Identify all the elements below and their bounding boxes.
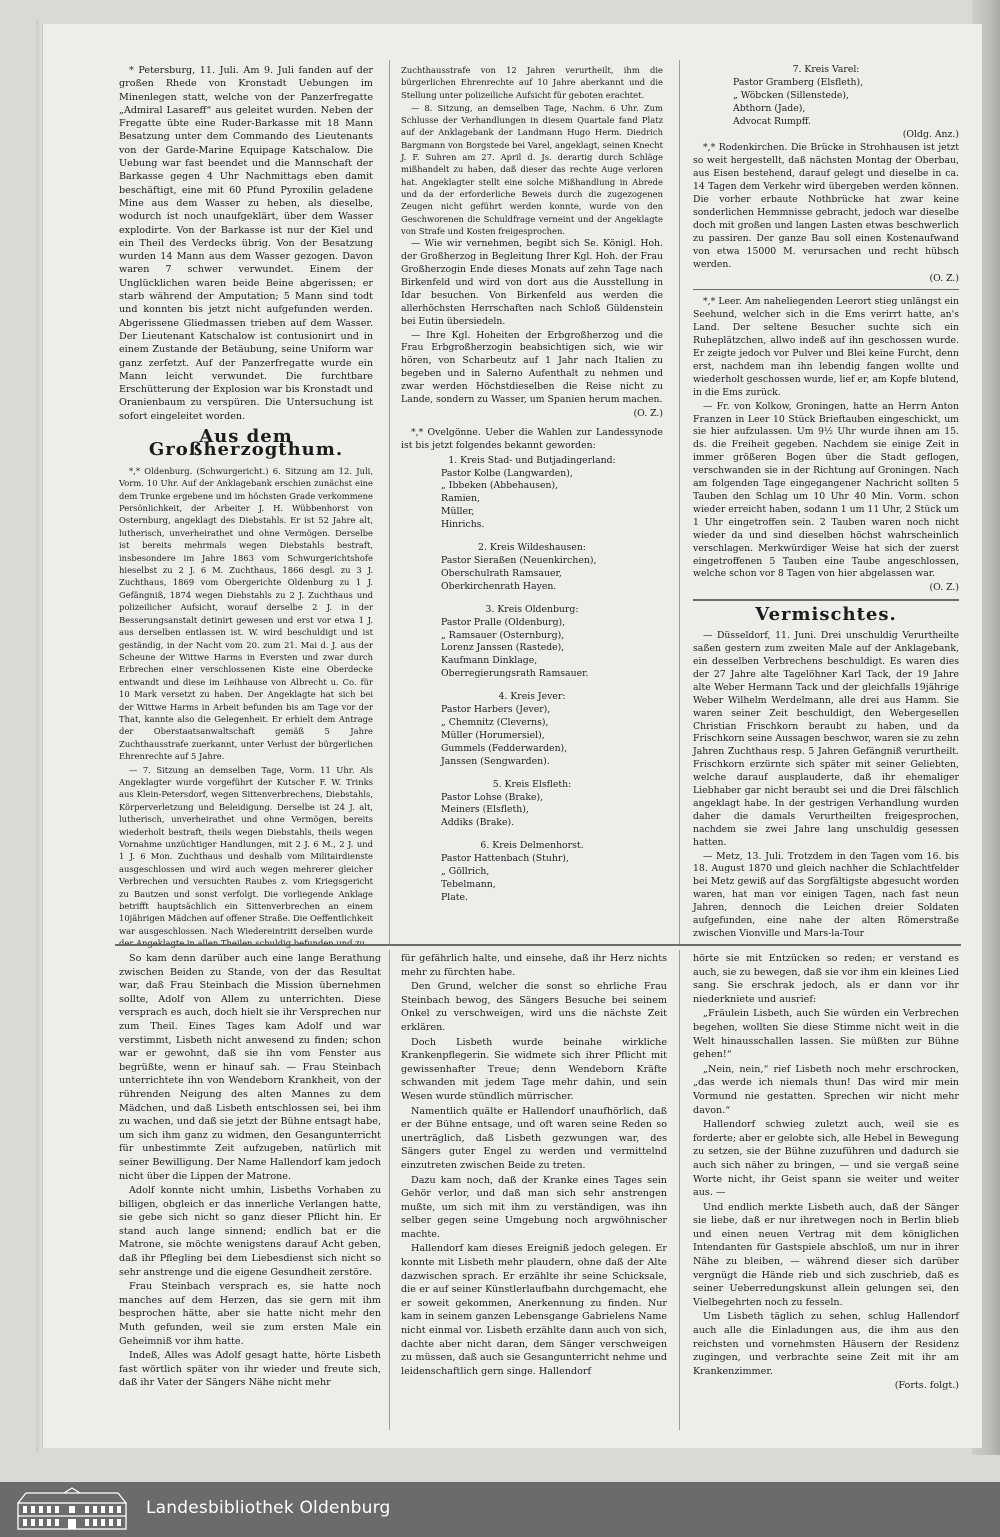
list-item: „ Göllrich, [441, 866, 490, 878]
feuilleton-paragraph: Hallendorf kam dieses Ereigniß jedoch gelegen. Er konnte mit Lisbeth mehr plaudern, ohne daß der Alte dazwischen sprach. Er erzählte ihr seine Schicksale, die er auf seiner Künstlerlaufbahn durchgemacht, ehe er soweit gekommen, Anerkennung zu finden. Nur kam in seinem ganzen Lebensgange Gabrielens Name nicht einmal vor. Lisbeth erzählte dann auch von sich, dachte aber nicht daran, dem Sänger verschweigen zu müssen, daß auch sie Gesangunterricht nehme und leidenschaftlich gern singe. Hallendorf [401, 1243, 667, 1377]
article-duesseldorf: — Düsseldorf, 11. Juni. Drei unschuldig Verurtheilte saßen gestern zum zweiten Male auf der Anklagebank, ein desselben Verbrechens beschuldigt. Es waren dies der 27 Jahre alte Tagelöhner Karl Tack, der 19 Jahre alte Weber Hermann Tack und der gleichfalls 19jährige Weber Wilhelm Werdelmann, alle drei aus Hamm. Sie waren seiner Zeit beschuldigt, den Webergesellen Christian Frischkorn beraubt zu haben, und da Frischkorn seine Aussagen beschwor, waren sie zu zehn Jahren Zuchthaus resp. 5 Jahren Gefängniß verurtheilt. Frischkorn erzürnte sich später mit seiner Geliebten, welche darauf ausplauderte, daß ihr ehemaliger Liebhaber gar nicht beraubt sei und die Drei fälschlich angeklagt habe. In der gestrigen Verhandlung wurden daher die damals Verurtheilten freigesprochen, nachdem sie zwei Jahre lang unschuldig gesessen hatten. [693, 630, 959, 848]
list-item: Advocat Rumpff. [733, 115, 811, 127]
article-ovelgoenne: *,* Ovelgönne. Ueber die Wahlen zur Landessynode ist bis jetzt folgendes bekannt geworden: [401, 426, 663, 451]
article-brieftauben: — Fr. von Kolkow, Groningen, hatte an Herrn Anton Franzen in Leer 10 Stück Brieftauben eingeschickt, um sie hier aufzulassen. Um 9½ Uhr wurde ihnen am 15. ds. die Freiheit gegeben. Nachdem sie einige Zeit in immer größeren Bogen über die Stadt geflogen, verschwanden sie in der Richtung auf Groningen. Nach am folgenden Tage eingegangener Nachricht sollten 5 Tauben den Schlag um 10 Uhr 40 Min. Vorm. schon wieder erreicht haben, sodann 1 um 11 Uhr, 2 Stück um 1 Uhr eingetroffen sein. 2 Tauben waren noch nicht wieder da und sind dieselben höchst wahrscheinlich verschlagen. Merkwürdiger Weise hat sich der zuerst eingetroffenen 5 Tauben eine Taube angeschlossen, welche schon vor 8 Tagen von hier abgelassen war. [693, 400, 959, 580]
list-item: Pastor Hattenbach (Stuhr), [441, 853, 569, 865]
list-item: Pastor Pralle (Oldenburg), [441, 616, 566, 628]
feuilleton-paragraph: Hallendorf schwieg zuletzt auch, weil sie es forderte; aber er gelobte sich, alle Hebel in Bewegung zu setzen, sie der Bühne zuzuführen und dadurch sie auch sich näher zu bringen, — und sie vergaß seine Worte nicht, ihr Geist spann sie weiter und weiter aus. — [693, 1119, 959, 1199]
feuilleton-paragraph: „Fräulein Lisbeth, auch Sie würden ein Verbrechen begehen, wollten Sie diese Stimme nicht weit in die Welt hinausschallen lassen. Sie müßten zur Bühne gehen!“ [693, 1008, 959, 1061]
kreis-title: 3. Kreis Oldenburg: [485, 603, 579, 615]
column-rule-4 [679, 950, 680, 1430]
column-2 [401, 64, 663, 942]
article-sitzung-8: — 8. Sitzung, an demselben Tage, Nachm. 6 Uhr. Zum Schlusse der Verhandlungen in diesem Quartale fand Platz auf der Anklagebank der Landmann Hugo Herm. Diedrich Bargmann von Borgstede bei Varel, angeklagt, seinen Knecht J. F. Suhren am 27. April d. Js. derartig durch Schläge mißhandelt zu haben, daß dieser das rechte Auge verloren hat. Angeklagter stellt eine solche Mißhandlung in Abrede und da der erforderliche Beweis durch die zugezogenen Zeugen nicht geführt werden konnte, wurde von den Geschworenen die Schuldfrage verneint und der Angeklagte von Strafe und Kosten freigesprochen. [401, 102, 663, 236]
signature-oz-3: (O. Z.) [929, 582, 959, 594]
kreis-varel [693, 64, 959, 129]
library-building-icon [14, 1487, 130, 1531]
feuilleton-column-2 [401, 952, 667, 1430]
list-item: „ Ramsauer (Osternburg), [441, 629, 565, 641]
list-item: Müller, [441, 506, 475, 518]
list-item: „ Wöbcken (Sillenstede), [733, 89, 849, 101]
list-item: Tebelmann, [441, 878, 496, 890]
signature-oz-1: (O. Z.) [633, 407, 663, 419]
feuilleton-paragraph: Um Lisbeth täglich zu sehen, schlug Hallendorf auch alle die Einladungen aus, die ihm aus den reichsten und vornehmsten Häusern der Residenz zugingen, und verbrachte seine Zeit mit ihr am Krankenzimmer. [693, 1311, 959, 1377]
kreis-title: 2. Kreis Wildeshausen: [478, 542, 586, 554]
column-rule-1 [389, 60, 390, 944]
feuilleton-paragraph: Namentlich quälte er Hallendorf unaufhörlich, daß er der Bühne entsage, und oft waren seine Reden so unerträglich, daß Lisbeth gezwungen war, des Sängers guter Engel zu werden und vermittelnd einzutreten zwischen Beide zu treten. [401, 1105, 667, 1171]
article-grossherzog: — Wie wir vernehmen, begibt sich Se. Königl. Hoh. der Großherzog in Begleitung Ihrer Kgl. Hoh. der Frau Großherzogin Ende dieses Monats auf zehn Tage nach Birkenfeld und wird von dort aus die Ausstellung in Idar besuchen. Von Birkenfeld aus werden die allerhöchsten Herrschaften nach Schloß Güldenstein bei Eutin übersiedeln. [401, 238, 663, 327]
list-item: Abthorn (Jade), [733, 102, 806, 114]
article-oldenburg-6: *,* Oldenburg. (Schwurgericht.) 6. Sitzung am 12. Juli, Vorm. 10 Uhr. Auf der Anklagebank erschien zunächst eine dem Trunke ergebene und im höchsten Grade verkommene Persönlichkeit, der Arbeiter J. H. Wübbenhorst von Osternburg, angeklagt des Diebstahls. Er ist 52 Jahre alt, lutherisch, unverheirathet und ohne Vermögen. Derselbe ist bereits mehrmals wegen Diebstahls bestraft, insbesondere im Jahre 1863 vom Schwurgerichtshofe hieselbst zu 2 J. 6 M. Zuchthaus, 1866 desgl. zu 3 J. Zuchthaus, 1869 vom Obergerichte Oldenburg zu 1 J. Gefängniß, 1874 wegen Diebstahls zu 2 J. Zuchthaus und polizeilicher Aufsicht, worauf derselbe 2 J. in der Besserungsanstalt detinirt gewesen und erst vor etwa 1 J. aus derselben entlassen ist. W. wird beschuldigt und ist geständig, in der Nacht vom 20. zum 21. Mai d. J. aus der Scheune der Wittwe Harms in Eversten und zwar durch Erbrechen einer verschlossenen Kiste eine Oberdecke entwandt und diese im Leihhause von Albrecht u. Co. für 10 Mark versetzt zu haben. Der Angeklagte hat sich bei der Wittwe Harms in Arbeit befunden bis am Tage vor der That, kannte also die Gelegenheit. Er erhielt dem Antrage der Oberstaatsanwaltschaft gemäß 5 Jahre Zuchthausstrafe zuerkannt, unter Verlust der bürgerlichen Ehrenrechte auf 5 Jahre. [119, 465, 373, 762]
article-zuchthaus: Zuchthausstrafe von 12 Jahren verurtheilt, ihm die bürgerlichen Ehrenrechte auf 10 Jahre aberkannt und die Stellung unter polizeiliche Aufsicht für geboten erachtet. [401, 65, 663, 100]
feuilleton-rule [115, 944, 961, 946]
library-footer [0, 1482, 1000, 1537]
list-item: Addiks (Brake). [441, 817, 515, 829]
kreis-title: 4. Kreis Jever: [498, 691, 566, 703]
library-name: Landesbibliothek Oldenburg [146, 1498, 391, 1518]
feuilleton-paragraph: Frau Steinbach versprach es, sie hatte noch manches auf dem Herzen, das sie gern mit ihm besprochen hätte, aber sie hatte nicht mehr den Muth gefunden, weil sie zum ersten Male ein Geheimniß vor ihm hatte. [119, 1281, 381, 1347]
feuilleton-paragraph: Den Grund, welcher die sonst so ehrliche Frau Steinbach bewog, des Sängers Besuche bei seinem Onkel zu verschweigen, wird uns die nächste Zeit erklären. [401, 981, 667, 1033]
feuilleton-paragraph: So kam denn darüber auch eine lange Berathung zwischen Beiden zu Stande, von der das Resultat war, daß Frau Steinbach die Mission übernehmen sollte, Adolf von Allem zu unterrichten. Diese versprach es auch, doch hielt sie ihr Versprechen nur zum Theil. Eines Tages kam Adolf und war verstimmt, Lisbeth nicht anwesend zu finden; schon war er gewohnt, daß sie ihn vom Fenster aus begrüßte, wenn er hinauf sah. — Frau Steinbach unterrichtete ihn von Wendeborn Krankheit, von der rührenden Neigung des alten Mannes zu dem Mädchen, und daß Lisbeth entschlossen sei, bei ihm zu wachen, und daß sie jetzt der Bühne entsagt habe, um sich ihm ganz zu widmen, den Gesangunterricht für unbestimmte Zeit aufzugeben, natürlich mit seiner Bewilligung. Der Name Hallendorf kam jedoch nicht über die Lippen der Matrone. [119, 953, 381, 1182]
column-3 [693, 64, 959, 942]
feuilleton-paragraph: Und endlich merkte Lisbeth auch, daß der Sänger sie liebe, daß er nur ihretwegen noch in Berlin blieb und einen neuen Vertrag mit dem königlichen Intendanten für Gastspiele abschloß, um nur in ihrer Nähe zu bleiben, — während dieser sich darüber vergnügt die Hände rieb und sich zuschrieb, daß es seiner Ueberredungskunst allein gelungen sei, den Vielbegehrten noch zu fesseln. [693, 1201, 959, 1308]
kreis-title: 1. Kreis Stad- und Butjadingerland: [448, 454, 616, 466]
list-item: Hinrichs. [441, 519, 485, 531]
newspaper-page [42, 24, 982, 1448]
article-petersburg: * Petersburg, 11. Juli. Am 9. Juli fanden auf der großen Rhede von Kronstadt Uebungen im Minenlegen statt, welche von der Panzerfregatte „Admiral Lasareff“ aus geleitet wurden. Neben der Fregatte übte eine Ruder-Barkasse mit 18 Mann Besatzung unter dem Commando des Lieutenants von der Garde-Marine Equipage Katschalow. Die Uebung war fast beendet und die Mannschaft der Barkasse gegen 4 Uhr Nachmittags eben damit beschäftigt, eine mit 60 Pfund Pyroxilin geladene Mine aus dem Wasser zu heben, als dieselbe, wodurch ist noch unaufgeklärt, über dem Wasser explodirte. Von der Barkasse ist nur der Kiel und ein Theil des Verdecks übrig. Von der Besatzung wurden 14 Mann aus dem Wasser gezogen. Davon waren 7 schwer verwundet. Einem der Unglücklichen waren beide Beine abgerissen; er starb während der Amputation; 5 Mann sind todt und konnten bis jetzt nicht aufgefunden werden. Abgerissene Gliedmassen trieben auf dem Wasser. Der Lieutenant Katschalow ist contusionirt und in einem Zustande der Betäubung, seine Uniform war ganz zerfetzt. Auf der Panzerfregatte wurde ein Mann leicht verwundet. Die furchtbare Erschütterung der Explosion war bis Kronstadt und Oranienbaum zu verspüren. Die Untersuchung ist sofort eingeleitet worden. [119, 65, 373, 422]
list-item: Kaufmann Dinklage, [441, 655, 538, 667]
heading-grossherzogthum: Aus dem Großherzogthum. [148, 426, 344, 460]
column-rule-2 [679, 60, 680, 944]
list-item: Oberkirchenrath Hayen. [441, 580, 557, 592]
list-item: Janssen (Sengwarden). [441, 755, 550, 767]
continuation-note: (Forts. folgt.) [894, 1380, 959, 1392]
list-item: Pastor Kolbe (Langwarden), [441, 467, 573, 479]
list-item: Lorenz Janssen (Rastede), [441, 642, 565, 654]
signature-oldg-anz: (Oldg. Anz.) [902, 128, 959, 140]
signature-oz-2: (O. Z.) [929, 272, 959, 284]
feuilleton-paragraph: Doch Lisbeth wurde beinahe wirkliche Krankenpflegerin. Sie widmete sich ihrer Pflicht mit gewissenhafter Treue; denn Wendeborn Kräfte schwanden mit jedem Tage mehr dahin, und sein Wesen wurde stündlich mürrischer. [401, 1036, 667, 1102]
article-rodenkirchen: *,* Rodenkirchen. Die Brücke in Strohhausen ist jetzt so weit hergestellt, daß nächsten Montag der Oberbau, aus Eisen bestehend, darauf gelegt und dieselbe in ca. 14 Tagen dem Verkehr wird übergeben werden können. Die vorher erbaute Nothbrücke hat zwar keine sonderlichen Hemmnisse gebracht, jedoch war dieselbe doch mit großen und langen Lasten etwas beschwerlich zu passiren. Der ganze Bau soll einen Kostenaufwand von etwa 15000 M. verursachen und recht hübsch werden. [693, 142, 959, 270]
section-divider [693, 599, 959, 601]
column-rule-3 [389, 950, 390, 1430]
article-leer: *,* Leer. Am naheliegenden Leerort stieg unlängst ein Seehund, welcher sich in die Ems verirrt hatte, an's Land. Der seltene Besucher suchte sich ein Ruheplätzchen, allwo indeß auf ihn geschossen wurde. Er zeigte jedoch vor Pulver und Blei keine Furcht, denn erst, nachdem man ihn lebendig fangen wollte und wiederholt geschossen wurde, lief er, am Kopfe blutend, in die Ems zurück. [693, 296, 959, 398]
feuilleton-paragraph: Adolf konnte nicht umhin, Lisbeths Vorhaben zu billigen, obgleich er das innerliche Verlangen hatte, sie gebe sich nicht so ganz dieser Pflicht hin. Er stand auch lange sinnend; endlich bat er die Matrone, sie möchte wenigstens darauf Acht geben, daß ihr Pflegling bei dem Liebesdienst sich nicht so sehr anstrenge und die eigene Gesundheit zerstöre. [119, 1185, 381, 1278]
section-divider [693, 289, 959, 290]
list-item: Oberregierungsrath Ramsauer. [441, 668, 589, 680]
article-metz: — Metz, 13. Juli. Trotzdem in den Tagen vom 16. bis 18. August 1870 und gleich nachher die Schlachtfelder bei Metz gewiß auf das Sorgfältigste abgesucht worden waren, hat man vor einigen Tagen, nach fast neun Jahren, dennoch die Leichen dreier Soldaten aufgefunden, eine nahe der alten Römerstraße zwischen Vionville und Mars-la-Tour [693, 850, 959, 939]
feuilleton-paragraph: Dazu kam noch, daß der Kranke eines Tages sein Gehör verlor, und daß man sich sehr anstrengen mußte, um sich mit ihm zu verständigen, was ihn selber gegen seine Umgebung noch argwöhnischer machte. [401, 1174, 667, 1240]
list-item: „ Ibbeken (Abbehausen), [441, 480, 559, 492]
list-item: Ramien, [441, 493, 480, 505]
list-item: Pastor Harbers (Jever), [441, 704, 551, 716]
feuilleton-column-1 [119, 952, 381, 1430]
kreis-varel-title: 7. Kreis Varel: [792, 64, 860, 75]
list-item: Gummels (Fedderwarden), [441, 742, 568, 754]
list-item: „ Chemnitz (Cleverns), [441, 716, 549, 728]
list-item: Oberschulrath Ramsauer, [441, 567, 562, 579]
feuilleton-paragraph: für gefährlich halte, und einsehe, daß ihr Herz nichts mehr zu fürchten habe. [401, 953, 667, 978]
list-item: Müller (Horumersiel), [441, 729, 545, 741]
column-1 [119, 64, 373, 942]
list-item: Pastor Gramberg (Elsfleth), [733, 76, 864, 88]
article-oldenburg-7: — 7. Sitzung an demselben Tage, Vorm. 11 Uhr. Als Angeklagter wurde vorgeführt der Kutscher F. W. Trinks aus Klein-Petersdorf, wegen Sittenverbrechens, Diebstahls, Körperverletzung und Beleidigung. Derselbe ist 24 J. alt, lutherisch, unverheirathet und ohne Vermögen, bereits wiederholt bestraft, theils wegen Diebstahls, theils wegen Vornahme unzüchtiger Handlungen, mit 2 J. 6 M., 2 J. und 1 J. 6 Mon. Zuchthaus und deshalb vom Militairdienste ausgeschlossen und wird auch wegen mehrerer gleicher Verbrechen und versuchten Raubes z. vom Kriegsgericht zu Bautzen und sonst verfolgt. Die vorliegende Anklage betrifft hauptsächlich ein Sittenverbrechen an einem 10jährigen Mädchen auf offener Straße. Die Oeffentlichkeit war ausgeschlossen. Nach Wiedereintritt derselben wurde [119, 764, 373, 936]
list-item: Plate. [441, 891, 468, 903]
kreis-title: 6. Kreis Delmenhorst. [480, 840, 584, 852]
heading-vermischtes: Vermischtes. [755, 604, 897, 626]
list-item: Pastor Lohse (Brake), [441, 791, 544, 803]
list-item: Pastor Sieraßen (Neuenkirchen), [441, 555, 597, 566]
feuilleton-paragraph: „Nein, nein,“ rief Lisbeth noch mehr erschrocken, „das werde ich niemals thun! Das wird mir mein Vormund nie gestatten. Sprechen wir nicht mehr davon.“ [693, 1063, 959, 1116]
feuilleton-paragraph: hörte sie mit Entzücken so reden; er verstand es auch, sie zu bewegen, daß sie vor ihm ein kleines Lied sang. Sie erschrak jedoch, als er dann vor ihr niederkniete und ausrief: [693, 953, 959, 1005]
synod-election-list [401, 455, 663, 905]
article-erbgrossherzog: — Ihre Kgl. Hoheiten der Erbgroßherzog und die Frau Erbgroßherzogin beabsichtigen sich, wie wir hören, von Scharbeutz auf 1 Jahr nach Italien zu begeben und in Salerno Aufenthalt zu nehmen und zwar werden Höchstdieselben die Reise nicht zu Lande, sondern zu Wasser, um Spanien herum machen. [401, 329, 663, 406]
feuilleton-column-3 [693, 952, 959, 1430]
feuilleton-paragraph: Indeß, Alles was Adolf gesagt hatte, hörte Lisbeth fast wörtlich später von ihr wieder und freute sich, daß ihr Vater der Sängers Nähe nicht mehr [119, 1350, 381, 1389]
kreis-title: 5. Kreis Elsfleth: [492, 778, 572, 790]
list-item: Meiners (Elsfleth), [441, 804, 529, 816]
